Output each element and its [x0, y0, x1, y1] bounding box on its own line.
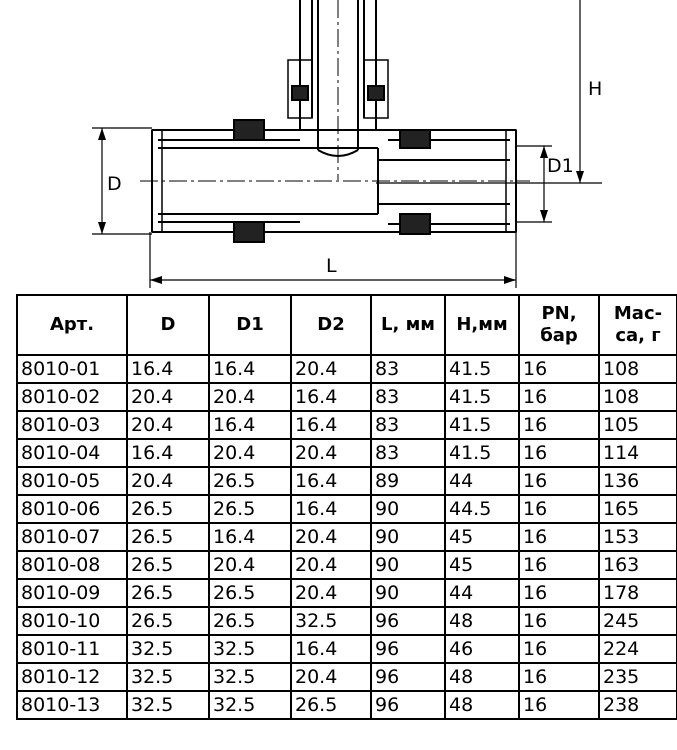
table-row: [17, 551, 677, 579]
table-cell-article: 8010-04: [17, 439, 127, 467]
dimension-lines: [92, 0, 602, 288]
table-cell-mass: 108: [599, 383, 677, 411]
table-cell-height: 41.5: [445, 439, 519, 467]
table-cell-length: 83: [371, 439, 445, 467]
column-header-height: H,мм: [445, 295, 519, 355]
table-cell-mass: 245: [599, 607, 677, 635]
table-cell-d1: 16.4: [209, 355, 291, 383]
table-row: [17, 383, 677, 411]
dimension-d1-label: D1: [547, 155, 574, 177]
table-cell-pressure: 16: [519, 467, 599, 495]
table-cell-article: 8010-13: [17, 691, 127, 719]
table-cell-d: 20.4: [127, 467, 209, 495]
table-cell-d2: 16.4: [291, 383, 371, 411]
table-cell-height: 48: [445, 663, 519, 691]
table-cell-pressure: 16: [519, 663, 599, 691]
table-cell-article: 8010-08: [17, 551, 127, 579]
table-cell-length: 89: [371, 467, 445, 495]
table-cell-length: 90: [371, 495, 445, 523]
table-cell-d2: 32.5: [291, 607, 371, 635]
table-cell-d: 20.4: [127, 383, 209, 411]
table-cell-mass: 224: [599, 635, 677, 663]
table-cell-d1: 26.5: [209, 579, 291, 607]
table-cell-mass: 136: [599, 467, 677, 495]
table-cell-length: 83: [371, 383, 445, 411]
table-cell-mass: 238: [599, 691, 677, 719]
table-cell-article: 8010-01: [17, 355, 127, 383]
table-cell-length: 83: [371, 411, 445, 439]
table-cell-pressure: 16: [519, 579, 599, 607]
table-cell-mass: 108: [599, 355, 677, 383]
table-cell-article: 8010-12: [17, 663, 127, 691]
table-cell-d1: 32.5: [209, 663, 291, 691]
table-cell-mass: 105: [599, 411, 677, 439]
table-cell-height: 44: [445, 467, 519, 495]
center-lines: [140, 0, 530, 181]
table-cell-d2: 20.4: [291, 355, 371, 383]
table-cell-length: 90: [371, 579, 445, 607]
table-cell-article: 8010-09: [17, 579, 127, 607]
table-cell-d1: 26.5: [209, 495, 291, 523]
table-cell-d: 20.4: [127, 411, 209, 439]
table-cell-d: 26.5: [127, 523, 209, 551]
table-cell-article: 8010-05: [17, 467, 127, 495]
table-cell-mass: 165: [599, 495, 677, 523]
table-cell-article: 8010-07: [17, 523, 127, 551]
table-cell-article: 8010-02: [17, 383, 127, 411]
table-cell-mass: 235: [599, 663, 677, 691]
table-cell-height: 41.5: [445, 411, 519, 439]
table-cell-d1: 32.5: [209, 691, 291, 719]
table-row: [17, 691, 677, 719]
table-cell-d2: 26.5: [291, 691, 371, 719]
table-cell-pressure: 16: [519, 411, 599, 439]
table-cell-d: 26.5: [127, 551, 209, 579]
table-row: [17, 495, 677, 523]
table-cell-d1: 26.5: [209, 467, 291, 495]
table-cell-d2: 16.4: [291, 411, 371, 439]
table-cell-pressure: 16: [519, 635, 599, 663]
table-cell-d1: 32.5: [209, 635, 291, 663]
table-cell-mass: 178: [599, 579, 677, 607]
table-cell-length: 90: [371, 523, 445, 551]
table-cell-height: 45: [445, 551, 519, 579]
table-cell-length: 90: [371, 551, 445, 579]
table-cell-d1: 16.4: [209, 411, 291, 439]
table-cell-d2: 20.4: [291, 663, 371, 691]
table-cell-d: 32.5: [127, 663, 209, 691]
table-cell-pressure: 16: [519, 607, 599, 635]
table-cell-d2: 20.4: [291, 579, 371, 607]
table-cell-article: 8010-11: [17, 635, 127, 663]
table-cell-d2: 16.4: [291, 635, 371, 663]
table-cell-article: 8010-06: [17, 495, 127, 523]
table-cell-pressure: 16: [519, 439, 599, 467]
table-cell-d2: 20.4: [291, 523, 371, 551]
table-cell-d1: 20.4: [209, 551, 291, 579]
table-cell-height: 44: [445, 579, 519, 607]
table-cell-d2: 16.4: [291, 495, 371, 523]
table-cell-pressure: 16: [519, 495, 599, 523]
table-cell-d1: 20.4: [209, 383, 291, 411]
table-row: [17, 411, 677, 439]
dimension-d-label: D: [107, 173, 122, 195]
table-cell-d: 26.5: [127, 495, 209, 523]
table-row: [17, 523, 677, 551]
column-header-d: D: [127, 295, 209, 355]
column-header-mass: Мас- са, г: [599, 295, 677, 355]
table-cell-d: 26.5: [127, 607, 209, 635]
dimension-h-label: H: [588, 78, 603, 100]
column-header-pressure: PN, бар: [519, 295, 599, 355]
table-cell-pressure: 16: [519, 355, 599, 383]
table-cell-length: 96: [371, 607, 445, 635]
table-cell-d1: 20.4: [209, 439, 291, 467]
column-header-d2: D2: [291, 295, 371, 355]
table-cell-length: 96: [371, 635, 445, 663]
table-cell-height: 46: [445, 635, 519, 663]
table-cell-d: 32.5: [127, 691, 209, 719]
table-row: [17, 607, 677, 635]
table-cell-d: 16.4: [127, 355, 209, 383]
table-row: [17, 663, 677, 691]
table-cell-height: 41.5: [445, 383, 519, 411]
column-header-article: Арт.: [17, 295, 127, 355]
table-cell-mass: 163: [599, 551, 677, 579]
table-cell-d1: 16.4: [209, 523, 291, 551]
table-cell-article: 8010-10: [17, 607, 127, 635]
table-row: [17, 579, 677, 607]
table-row: [17, 439, 677, 467]
table-cell-length: 96: [371, 663, 445, 691]
table-cell-pressure: 16: [519, 551, 599, 579]
table-cell-pressure: 16: [519, 383, 599, 411]
table-cell-article: 8010-03: [17, 411, 127, 439]
table-cell-height: 45: [445, 523, 519, 551]
table-cell-mass: 153: [599, 523, 677, 551]
table-row: [17, 467, 677, 495]
table-cell-d2: 20.4: [291, 439, 371, 467]
table-cell-d: 16.4: [127, 439, 209, 467]
table-cell-pressure: 16: [519, 691, 599, 719]
table-cell-pressure: 16: [519, 523, 599, 551]
table-header-row: [17, 295, 677, 355]
table-cell-mass: 114: [599, 439, 677, 467]
table-cell-d2: 16.4: [291, 467, 371, 495]
table-row: [17, 355, 677, 383]
dimension-arrows: [98, 128, 584, 284]
tee-fitting-drawing: [0, 0, 677, 292]
table-body: [17, 355, 677, 719]
dimension-l-label: L: [326, 255, 337, 277]
column-header-d1: D1: [209, 295, 291, 355]
table-cell-d2: 20.4: [291, 551, 371, 579]
table-row: [17, 635, 677, 663]
table-cell-height: 48: [445, 607, 519, 635]
table-cell-d: 26.5: [127, 579, 209, 607]
table-cell-d: 32.5: [127, 635, 209, 663]
table-cell-height: 44.5: [445, 495, 519, 523]
table-cell-d1: 26.5: [209, 607, 291, 635]
column-header-length: L, мм: [371, 295, 445, 355]
specification-table: [16, 294, 677, 720]
table-cell-length: 96: [371, 691, 445, 719]
table-cell-length: 83: [371, 355, 445, 383]
table-cell-height: 41.5: [445, 355, 519, 383]
table-cell-height: 48: [445, 691, 519, 719]
